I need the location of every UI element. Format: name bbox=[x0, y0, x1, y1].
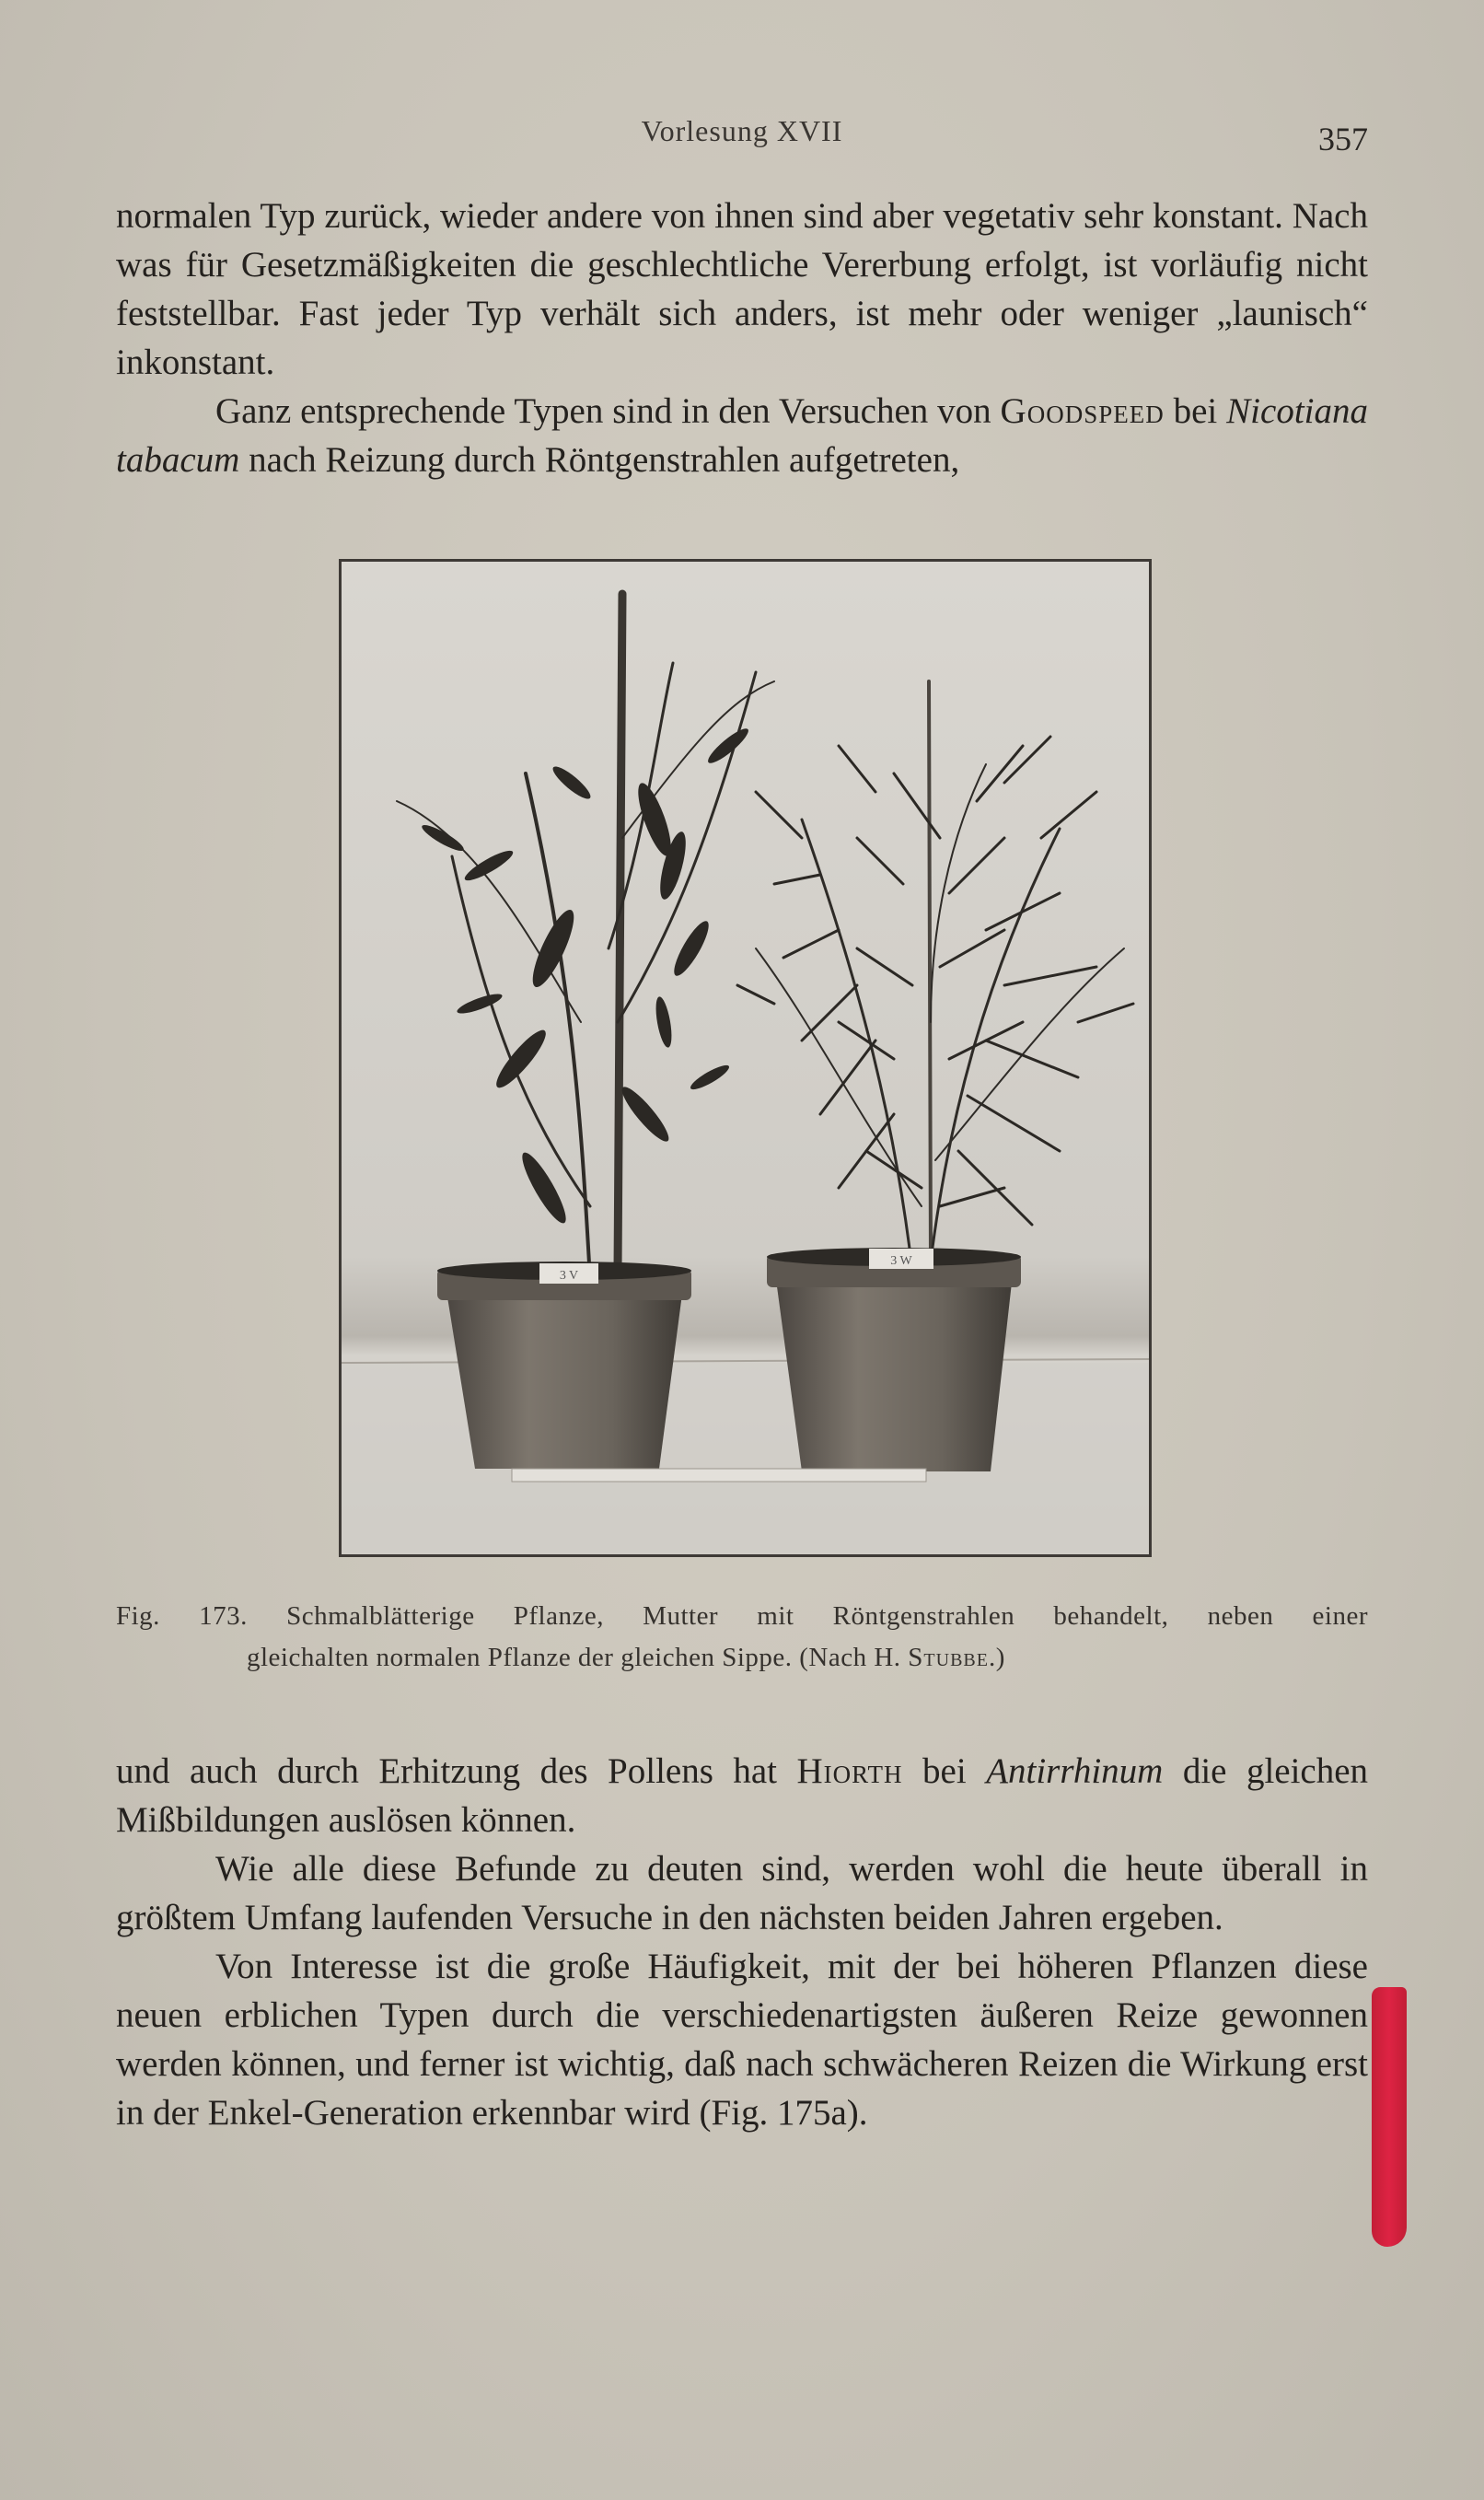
paragraph-continued: normalen Typ zurück, wieder andere von ihnen sind aber vegetativ sehr konstant. Nach was für Gesetzmäßigkeiten die geschlechtliche Vererbung erfolgt, ist vorläufig nicht feststellbar. Fast jeder Typ verhält sich anders, ist mehr oder weniger „launisch“ inkonstant. bbox=[116, 196, 1368, 382]
label-strip bbox=[512, 1469, 926, 1482]
left-pot-label: 3 V bbox=[559, 1269, 579, 1283]
species-name: Nicotiana tabacum bbox=[116, 391, 1369, 480]
bottom-text-block bbox=[116, 1747, 1368, 2137]
running-head bbox=[0, 114, 1484, 160]
author-name: Goodspeed bbox=[1000, 391, 1165, 431]
caption-author: Stubbe bbox=[908, 1643, 989, 1672]
caption-line-2 bbox=[116, 1637, 1368, 1679]
running-title: Vorlesung XVII bbox=[641, 114, 843, 147]
right-pot-label: 3 W bbox=[890, 1254, 912, 1268]
top-text-block bbox=[116, 192, 1368, 484]
paragraph-text: nach Reizung durch Röntgenstrahlen aufgetreten, bbox=[249, 440, 960, 480]
genus-name: Antirrhinum bbox=[986, 1751, 1164, 1791]
page-number: 357 bbox=[1318, 121, 1368, 157]
red-margin-marker bbox=[1372, 1987, 1407, 2247]
paragraph-befunde: Wie alle diese Befunde zu deuten sind, werden wohl die heute überall in größtem Umfang laufenden Versuche in den nächsten beiden Jahren ergeben. bbox=[116, 1849, 1368, 1937]
caption-line-1: Fig. 173. Schmalblätterige Pflanze, Mutter mit Röntgenstrahlen behandelt, neben einer bbox=[116, 1601, 1368, 1631]
caption-text: gleichalten normalen Pflanze der gleichen Sippe. (Nach H. bbox=[247, 1643, 901, 1672]
plant-photo bbox=[342, 562, 1149, 1554]
paragraph-interesse: Von Interesse ist die große Häufigkeit, mit der bei höheren Pflanzen diese neuen erblichen Typen durch die verschiedenartigsten äußeren Reize gewonnen werden können, und ferner ist wichtig, daß nach schwächeren Reizen die Wirkung erst in der Enkel-Generation erkennbar wird (Fig. 175a). bbox=[116, 1947, 1368, 2133]
caption-text: .) bbox=[988, 1643, 1005, 1672]
paragraph-text: Ganz entsprechende Typen sind in den Versuchen von bbox=[215, 391, 991, 431]
paragraph-text: die gleichen Mißbildungen auslösen können. bbox=[116, 1751, 1369, 1840]
left-pot bbox=[437, 1262, 691, 1469]
right-pot bbox=[767, 1248, 1021, 1471]
figure-photograph bbox=[339, 559, 1152, 1557]
author-name: Hiorth bbox=[796, 1751, 903, 1791]
paragraph-goodspeed bbox=[116, 387, 1368, 484]
paragraph-text: bei bbox=[922, 1751, 967, 1791]
paragraph-text: bei bbox=[1173, 391, 1218, 431]
figure-caption bbox=[116, 1596, 1368, 1679]
paragraph-text: und auch durch Erhitzung des Pollens hat bbox=[116, 1751, 778, 1791]
paragraph-hiorth bbox=[116, 1747, 1368, 1844]
